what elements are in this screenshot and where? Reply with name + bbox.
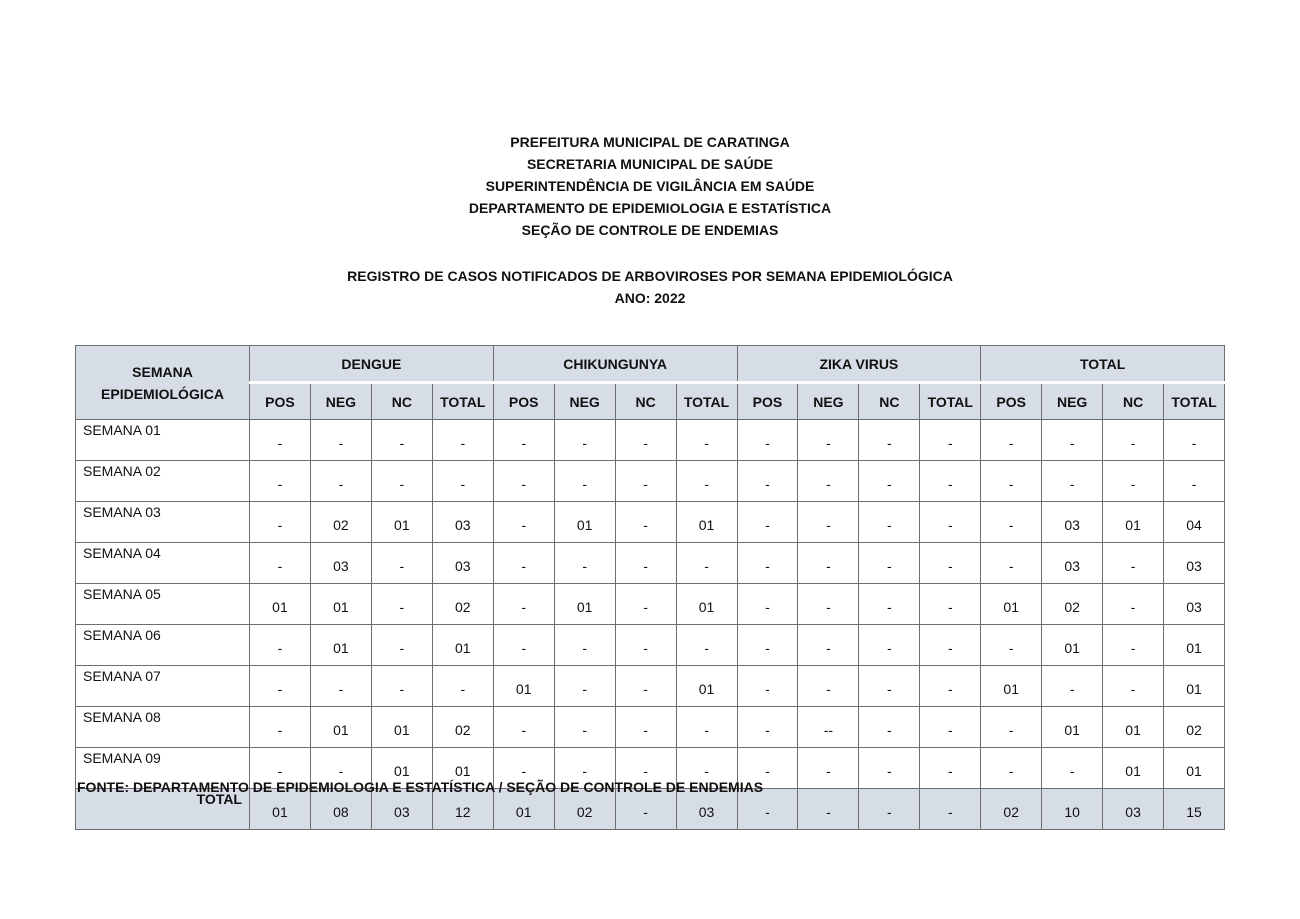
table-cell: -: [1042, 461, 1103, 502]
document-header: [0, 131, 1300, 241]
group-header-dengue: DENGUE: [250, 346, 494, 383]
table-cell: -: [310, 461, 371, 502]
table-cell: 03: [1042, 543, 1103, 584]
table-cell: -: [1164, 461, 1225, 502]
table-cell: -: [737, 461, 798, 502]
table-cell: -: [250, 707, 311, 748]
table-cell: -: [371, 461, 432, 502]
table-cell: -: [737, 502, 798, 543]
table-cell: -: [554, 420, 615, 461]
table-cell: -: [371, 420, 432, 461]
subheader-total-neg: NEG: [1042, 383, 1103, 420]
table-cell: -: [615, 666, 676, 707]
table-cell: -: [1103, 666, 1164, 707]
table-cell: 01: [1103, 748, 1164, 789]
table-cell: -: [310, 420, 371, 461]
table-cell: -: [920, 707, 981, 748]
table-cell: -: [920, 420, 981, 461]
table-cell: -: [250, 543, 311, 584]
table-cell: -: [1103, 461, 1164, 502]
table-cell: -: [859, 666, 920, 707]
table-cell: -: [371, 584, 432, 625]
table-cell: -: [1103, 625, 1164, 666]
subheader-zika-neg: NEG: [798, 383, 859, 420]
table-cell: -: [798, 502, 859, 543]
table-cell: -: [920, 543, 981, 584]
table-cell: -: [250, 666, 311, 707]
table-cell: -: [1103, 584, 1164, 625]
table-cell: -: [859, 748, 920, 789]
table-row: [76, 707, 1225, 748]
header-line-secao: SEÇÃO DE CONTROLE DE ENDEMIAS: [521, 222, 779, 238]
week-label: SEMANA 07: [76, 666, 250, 707]
table-cell: -: [371, 666, 432, 707]
table-cell: 03: [432, 502, 493, 543]
subheader-zika-pos: POS: [737, 383, 798, 420]
table-row: [76, 584, 1225, 625]
subheader-dengue-nc: NC: [371, 383, 432, 420]
table-cell: -: [1103, 420, 1164, 461]
table-cell: -: [920, 666, 981, 707]
table-cell: 03: [1164, 543, 1225, 584]
table-cell: -: [920, 502, 981, 543]
table-cell: -: [859, 625, 920, 666]
total-cell: 03: [371, 789, 432, 830]
table-cell: -: [615, 502, 676, 543]
table-cell: -: [798, 625, 859, 666]
table-cell: -: [920, 625, 981, 666]
table-cell: -: [250, 748, 311, 789]
table-cell: 02: [432, 707, 493, 748]
table-cell: 02: [1042, 584, 1103, 625]
table-cell: -: [859, 461, 920, 502]
week-header-line1: SEMANA: [132, 363, 193, 380]
table-cell: -: [920, 461, 981, 502]
subheader-chikungunya-nc: NC: [615, 383, 676, 420]
subheader-dengue-pos: POS: [250, 383, 311, 420]
table-cell: -: [1103, 543, 1164, 584]
table-cell: -: [493, 461, 554, 502]
subheader-zika-nc: NC: [859, 383, 920, 420]
table-cell: -: [676, 461, 737, 502]
table-cell: 01: [981, 666, 1042, 707]
table-cell: 02: [310, 502, 371, 543]
table-cell: 03: [432, 543, 493, 584]
table-cell: -: [310, 748, 371, 789]
total-cell: -: [920, 789, 981, 830]
table-cell: -: [250, 420, 311, 461]
table-cell: -: [493, 502, 554, 543]
table-cell: 01: [432, 625, 493, 666]
table-cell: -: [493, 584, 554, 625]
subheader-dengue-neg: NEG: [310, 383, 371, 420]
table-cell: -: [371, 625, 432, 666]
table-cell: 01: [1164, 625, 1225, 666]
subheader-chikungunya-neg: NEG: [554, 383, 615, 420]
table-cell: 01: [1164, 666, 1225, 707]
table-cell: -: [981, 707, 1042, 748]
table-cell: -: [859, 584, 920, 625]
week-label: SEMANA 03: [76, 502, 250, 543]
total-cell: 02: [554, 789, 615, 830]
subheader-chikungunya-pos: POS: [493, 383, 554, 420]
table-cell: 01: [493, 666, 554, 707]
table-cell: 01: [371, 748, 432, 789]
table-cell: 01: [676, 666, 737, 707]
table-cell: -: [1042, 666, 1103, 707]
table-cell: -: [1042, 420, 1103, 461]
total-cell: -: [615, 789, 676, 830]
subheader-total-pos: POS: [981, 383, 1042, 420]
table-cell: -: [615, 420, 676, 461]
table-cell: --: [798, 707, 859, 748]
table-cell: 02: [432, 584, 493, 625]
table-cell: 01: [1042, 625, 1103, 666]
group-header-chikungunya: CHIKUNGUNYA: [493, 346, 737, 383]
table-cell: -: [554, 666, 615, 707]
total-cell: 12: [432, 789, 493, 830]
header-line-secretaria: SECRETARIA MUNICIPAL DE SAÚDE: [526, 156, 774, 172]
table-cell: 01: [981, 584, 1042, 625]
table-cell: -: [554, 543, 615, 584]
table-cell: -: [798, 584, 859, 625]
table-cell: -: [737, 748, 798, 789]
table-cell: 01: [371, 707, 432, 748]
table-cell: -: [981, 625, 1042, 666]
table-cell: -: [615, 461, 676, 502]
table-row: [76, 502, 1225, 543]
week-label: SEMANA 06: [76, 625, 250, 666]
week-label: SEMANA 05: [76, 584, 250, 625]
table-cell: -: [432, 420, 493, 461]
total-cell: 02: [981, 789, 1042, 830]
table-row: [76, 543, 1225, 584]
total-cell: 03: [676, 789, 737, 830]
total-row-label: TOTAL: [76, 789, 250, 830]
table-cell: -: [493, 543, 554, 584]
table-cell: -: [798, 666, 859, 707]
table-cell: -: [737, 420, 798, 461]
table-cell: -: [554, 748, 615, 789]
table-cell: 01: [554, 502, 615, 543]
table-cell: -: [432, 666, 493, 707]
subheader-chikungunya-total: TOTAL: [676, 383, 737, 420]
total-cell: 08: [310, 789, 371, 830]
table-cell: -: [737, 666, 798, 707]
table-cell: -: [554, 625, 615, 666]
table-cell: -: [676, 707, 737, 748]
table-cell: -: [1164, 420, 1225, 461]
header-line-superintendencia: SUPERINTENDÊNCIA DE VIGILÂNCIA EM SAÚDE: [485, 178, 815, 194]
table-cell: -: [920, 748, 981, 789]
table-cell: -: [1042, 748, 1103, 789]
subheader-zika-total: TOTAL: [920, 383, 981, 420]
table-cell: -: [676, 748, 737, 789]
subheader-total-nc: NC: [1103, 383, 1164, 420]
total-cell: 15: [1164, 789, 1225, 830]
week-label: SEMANA 04: [76, 543, 250, 584]
table-cell: -: [981, 461, 1042, 502]
table-cell: -: [737, 584, 798, 625]
table-cell: 01: [1164, 748, 1225, 789]
table-cell: -: [554, 461, 615, 502]
table-cell: -: [859, 502, 920, 543]
subheader-dengue-total: TOTAL: [432, 383, 493, 420]
table-body: [76, 420, 1225, 830]
table-cell: 03: [1164, 584, 1225, 625]
table-cell: -: [250, 502, 311, 543]
table-cell: -: [859, 707, 920, 748]
table-cell: -: [615, 707, 676, 748]
group-header-zika: ZIKA VIRUS: [737, 346, 981, 383]
table-cell: -: [615, 584, 676, 625]
total-cell: 10: [1042, 789, 1103, 830]
group-header-total: TOTAL: [981, 346, 1225, 383]
table-cell: -: [737, 625, 798, 666]
table-cell: -: [737, 707, 798, 748]
table-cell: 01: [371, 502, 432, 543]
week-label: SEMANA 08: [76, 707, 250, 748]
table-cell: 01: [432, 748, 493, 789]
table-cell: 01: [554, 584, 615, 625]
table-cell: -: [493, 625, 554, 666]
report-title-block: [0, 265, 1300, 309]
week-header-line2: EPIDEMIOLÓGICA: [101, 385, 224, 402]
table-row: [76, 666, 1225, 707]
table-cell: -: [920, 584, 981, 625]
table-cell: 01: [310, 707, 371, 748]
total-cell: -: [859, 789, 920, 830]
total-cell: -: [798, 789, 859, 830]
table-row: [76, 625, 1225, 666]
table-cell: 04: [1164, 502, 1225, 543]
table-cell: -: [676, 420, 737, 461]
table-cell: 01: [1042, 707, 1103, 748]
table-cell: -: [981, 543, 1042, 584]
table-cell: -: [676, 625, 737, 666]
table-group-header-row: [76, 346, 1225, 383]
table-cell: -: [859, 543, 920, 584]
table-cell: -: [250, 625, 311, 666]
table-cell: -: [798, 543, 859, 584]
table-cell: -: [310, 666, 371, 707]
table-cell: -: [432, 461, 493, 502]
table-cell: -: [737, 543, 798, 584]
header-line-prefeitura: PREFEITURA MUNICIPAL DE CARATINGA: [510, 134, 790, 150]
table-cell: -: [798, 461, 859, 502]
header-line-departamento: DEPARTAMENTO DE EPIDEMIOLOGIA E ESTATÍSTICA: [468, 200, 832, 216]
table-row: [76, 461, 1225, 502]
table-cell: -: [981, 748, 1042, 789]
table-cell: -: [981, 420, 1042, 461]
table-cell: 03: [1042, 502, 1103, 543]
week-label: SEMANA 01: [76, 420, 250, 461]
table-cell: -: [981, 502, 1042, 543]
table-cell: -: [493, 748, 554, 789]
total-cell: -: [737, 789, 798, 830]
table-cell: 01: [1103, 502, 1164, 543]
table-cell: -: [250, 461, 311, 502]
table-cell: -: [615, 625, 676, 666]
table-cell: 01: [310, 625, 371, 666]
week-label: SEMANA 02: [76, 461, 250, 502]
table-cell: -: [615, 543, 676, 584]
total-cell: 01: [493, 789, 554, 830]
total-cell: 03: [1103, 789, 1164, 830]
table-cell: -: [554, 707, 615, 748]
table-cell: 01: [676, 502, 737, 543]
table-cell: -: [493, 707, 554, 748]
table-cell: 01: [1103, 707, 1164, 748]
report-title: REGISTRO DE CASOS NOTIFICADOS DE ARBOVIROSES POR SEMANA EPIDEMIOLÓGICA: [347, 268, 953, 284]
table-cell: -: [859, 420, 920, 461]
table-row: [76, 420, 1225, 461]
table-cell: -: [493, 420, 554, 461]
table-cell: 01: [250, 584, 311, 625]
week-column-header: [76, 346, 250, 420]
table-cell: -: [676, 543, 737, 584]
table-cell: -: [798, 748, 859, 789]
subheader-total-total: TOTAL: [1164, 383, 1225, 420]
table-cell: 02: [1164, 707, 1225, 748]
source-note: FONTE: DEPARTAMENTO DE EPIDEMIOLOGIA E ESTATÍSTICA / SEÇÃO DE CONTROLE DE ENDEMIAS: [77, 779, 764, 795]
table-cell: 03: [310, 543, 371, 584]
table-cell: 01: [310, 584, 371, 625]
table-cell: -: [371, 543, 432, 584]
total-cell: 01: [250, 789, 311, 830]
week-label: SEMANA 09: [76, 748, 250, 789]
report-year: ANO: 2022: [614, 290, 686, 306]
table-cell: -: [798, 420, 859, 461]
arbovirus-cases-table: [75, 345, 1225, 830]
table-cell: -: [615, 748, 676, 789]
table-cell: 01: [676, 584, 737, 625]
